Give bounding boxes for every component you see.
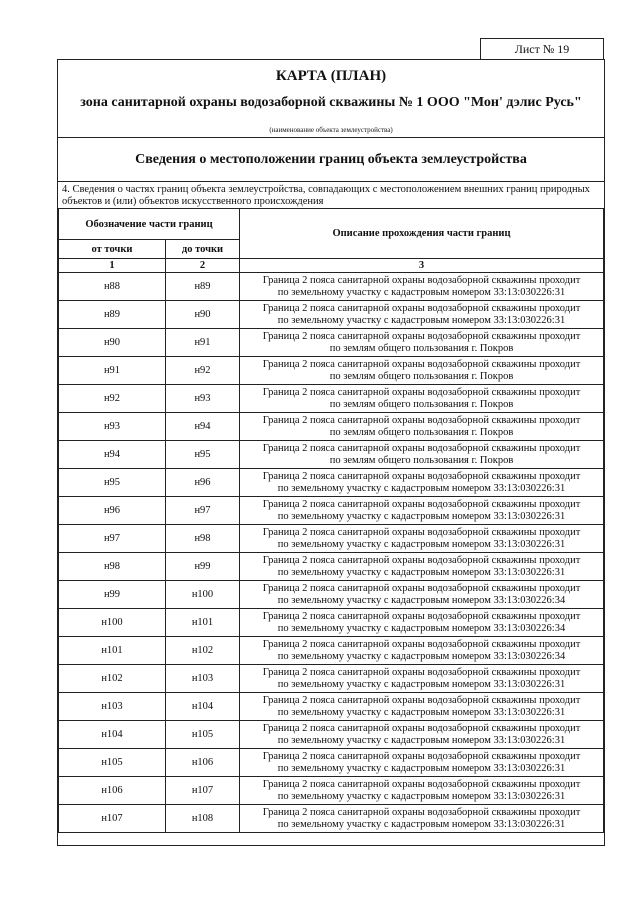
table-row: [59, 805, 604, 833]
header-to-point: до точки: [166, 240, 240, 259]
description-cell: [240, 637, 604, 665]
document-header: [58, 60, 604, 138]
description-line-2: по земельному участку с кадастровым номером 33:13:030226:31: [277, 734, 566, 746]
from-point-cell: н107: [59, 805, 166, 833]
from-point-cell: н88: [59, 273, 166, 301]
from-point-cell: н100: [59, 609, 166, 637]
description-line-1: Граница 2 пояса санитарной охраны водозаборной скважины проходит: [262, 778, 581, 790]
header-description: Описание прохождения части границ: [240, 209, 604, 259]
table-row: [59, 581, 604, 609]
description-cell: [240, 805, 604, 833]
description-cell: [240, 385, 604, 413]
from-point-cell: н94: [59, 441, 166, 469]
description-line-2: по земельному участку с кадастровым номером 33:13:030226:31: [277, 482, 566, 494]
from-point-cell: н106: [59, 777, 166, 805]
description-line-2: по землям общего пользования г. Покров: [329, 398, 514, 410]
from-point-cell: н101: [59, 637, 166, 665]
description-line-2: по землям общего пользования г. Покров: [329, 370, 514, 382]
sheet-number-label: Лист № 19: [514, 41, 570, 56]
table-row: [59, 749, 604, 777]
to-point-cell: н105: [166, 721, 240, 749]
table-row: [59, 777, 604, 805]
section-title: [58, 138, 604, 182]
description-line-2: по земельному участку с кадастровым номером 33:13:030226:31: [277, 790, 566, 802]
description-line-1: Граница 2 пояса санитарной охраны водозаборной скважины проходит: [262, 358, 581, 370]
description-line-1: Граница 2 пояса санитарной охраны водозаборной скважины проходит: [262, 470, 581, 482]
table-row: [59, 441, 604, 469]
from-point-cell: н92: [59, 385, 166, 413]
from-point-cell: н97: [59, 525, 166, 553]
table-row: [59, 301, 604, 329]
sheet-number: [480, 38, 604, 60]
from-point-cell: н103: [59, 693, 166, 721]
description-line-2: по землям общего пользования г. Покров: [329, 426, 514, 438]
table-row: [59, 385, 604, 413]
section-title-text: Сведения о местоположении границ объекта землеустройства: [135, 151, 527, 167]
description-cell: [240, 665, 604, 693]
table-row: [59, 273, 604, 301]
to-point-cell: н100: [166, 581, 240, 609]
from-point-cell: н95: [59, 469, 166, 497]
description-cell: [240, 749, 604, 777]
description-line-1: Граница 2 пояса санитарной охраны водозаборной скважины проходит: [262, 582, 581, 594]
table-row: [59, 609, 604, 637]
column-number-3: 3: [240, 259, 604, 273]
table-row: [59, 693, 604, 721]
description-line-1: Граница 2 пояса санитарной охраны водозаборной скважины проходит: [262, 750, 581, 762]
description-cell: [240, 553, 604, 581]
column-number-2: 2: [166, 259, 240, 273]
description-cell: [240, 581, 604, 609]
description-line-2: по земельному участку с кадастровым номером 33:13:030226:31: [277, 286, 566, 298]
description-line-2: по земельному участку с кадастровым номером 33:13:030226:31: [277, 818, 566, 830]
to-point-cell: н89: [166, 273, 240, 301]
table-row: [59, 469, 604, 497]
from-point-cell: н90: [59, 329, 166, 357]
description-line-2: по земельному участку с кадастровым номером 33:13:030226:34: [277, 622, 566, 634]
from-point-cell: н89: [59, 301, 166, 329]
column-number-1: 1: [59, 259, 166, 273]
description-line-1: Граница 2 пояса санитарной охраны водозаборной скважины проходит: [262, 610, 581, 622]
from-point-cell: н96: [59, 497, 166, 525]
description-line-1: Граница 2 пояса санитарной охраны водозаборной скважины проходит: [262, 302, 581, 314]
description-line-2: по землям общего пользования г. Покров: [329, 454, 514, 466]
from-point-cell: н91: [59, 357, 166, 385]
to-point-cell: н90: [166, 301, 240, 329]
to-point-cell: н108: [166, 805, 240, 833]
description-line-1: Граница 2 пояса санитарной охраны водозаборной скважины проходит: [262, 638, 581, 650]
description-cell: [240, 413, 604, 441]
description-cell: [240, 525, 604, 553]
description-cell: [240, 693, 604, 721]
to-point-cell: н98: [166, 525, 240, 553]
description-cell: [240, 721, 604, 749]
from-point-cell: н99: [59, 581, 166, 609]
description-line-1: Граница 2 пояса санитарной охраны водозаборной скважины проходит: [262, 498, 581, 510]
description-cell: [240, 329, 604, 357]
to-point-cell: н99: [166, 553, 240, 581]
description-line-2: по земельному участку с кадастровым номером 33:13:030226:31: [277, 706, 566, 718]
description-line-1: Граница 2 пояса санитарной охраны водозаборной скважины проходит: [262, 694, 581, 706]
to-point-cell: н95: [166, 441, 240, 469]
description-line-2: по землям общего пользования г. Покров: [329, 342, 514, 354]
to-point-cell: н94: [166, 413, 240, 441]
description-line-1: Граница 2 пояса санитарной охраны водозаборной скважины проходит: [262, 526, 581, 538]
to-point-cell: н106: [166, 749, 240, 777]
description-cell: [240, 357, 604, 385]
document-frame: [57, 59, 605, 846]
header-group: Обозначение части границ: [59, 209, 240, 240]
to-point-cell: н96: [166, 469, 240, 497]
table-row: [59, 637, 604, 665]
description-cell: [240, 273, 604, 301]
description-cell: [240, 609, 604, 637]
description-cell: [240, 441, 604, 469]
description-line-2: по земельному участку с кадастровым номером 33:13:030226:31: [277, 510, 566, 522]
boundary-table: [58, 208, 604, 833]
description-cell: [240, 469, 604, 497]
to-point-cell: н91: [166, 329, 240, 357]
description-line-1: Граница 2 пояса санитарной охраны водозаборной скважины проходит: [262, 414, 581, 426]
description-line-1: Граница 2 пояса санитарной охраны водозаборной скважины проходит: [262, 386, 581, 398]
title-caption: (наименование объекта землеустройства): [269, 126, 393, 134]
table-body: [59, 273, 604, 833]
table-row: [59, 497, 604, 525]
document-subtitle: зона санитарной охраны водозаборной скважины № 1 ООО "Мон' дэлис Русь": [80, 95, 582, 110]
table-row: [59, 721, 604, 749]
from-point-cell: н102: [59, 665, 166, 693]
description-line-1: Граница 2 пояса санитарной охраны водозаборной скважины проходит: [262, 442, 581, 454]
description-cell: [240, 301, 604, 329]
description-line-2: по земельному участку с кадастровым номером 33:13:030226:31: [277, 314, 566, 326]
table-row: [59, 665, 604, 693]
description-line-2: по земельному участку с кадастровым номером 33:13:030226:31: [277, 762, 566, 774]
table-row: [59, 329, 604, 357]
to-point-cell: н92: [166, 357, 240, 385]
description-line-1: Граница 2 пояса санитарной охраны водозаборной скважины проходит: [262, 666, 581, 678]
description-line-2: по земельному участку с кадастровым номером 33:13:030226:34: [277, 594, 566, 606]
to-point-cell: н104: [166, 693, 240, 721]
from-point-cell: н98: [59, 553, 166, 581]
description-line-1: Граница 2 пояса санитарной охраны водозаборной скважины проходит: [262, 274, 581, 286]
description-line-2: по земельному участку с кадастровым номером 33:13:030226:31: [277, 678, 566, 690]
description-cell: [240, 777, 604, 805]
table-row: [59, 525, 604, 553]
to-point-cell: н97: [166, 497, 240, 525]
description-line-2: по земельному участку с кадастровым номером 33:13:030226:31: [277, 538, 566, 550]
description-line-2: по земельному участку с кадастровым номером 33:13:030226:31: [277, 566, 566, 578]
table-row: [59, 553, 604, 581]
to-point-cell: н102: [166, 637, 240, 665]
table-row: [59, 357, 604, 385]
description-line-2: по земельному участку с кадастровым номером 33:13:030226:34: [277, 650, 566, 662]
description-line-1: Граница 2 пояса санитарной охраны водозаборной скважины проходит: [262, 722, 581, 734]
description-line-1: Граница 2 пояса санитарной охраны водозаборной скважины проходит: [262, 330, 581, 342]
intro-text: 4. Сведения о частях границ объекта землеустройства, совпадающих с местоположением внешних границ природных объектов и (или) объектов искусственного происхождения: [62, 184, 590, 207]
to-point-cell: н101: [166, 609, 240, 637]
document-title: КАРТА (ПЛАН): [275, 68, 387, 84]
description-line-1: Граница 2 пояса санитарной охраны водозаборной скважины проходит: [262, 806, 581, 818]
from-point-cell: н104: [59, 721, 166, 749]
header-from-point: от точки: [59, 240, 166, 259]
table-row: [59, 413, 604, 441]
to-point-cell: н103: [166, 665, 240, 693]
to-point-cell: н93: [166, 385, 240, 413]
from-point-cell: н105: [59, 749, 166, 777]
from-point-cell: н93: [59, 413, 166, 441]
description-cell: [240, 497, 604, 525]
to-point-cell: н107: [166, 777, 240, 805]
description-line-1: Граница 2 пояса санитарной охраны водозаборной скважины проходит: [262, 554, 581, 566]
